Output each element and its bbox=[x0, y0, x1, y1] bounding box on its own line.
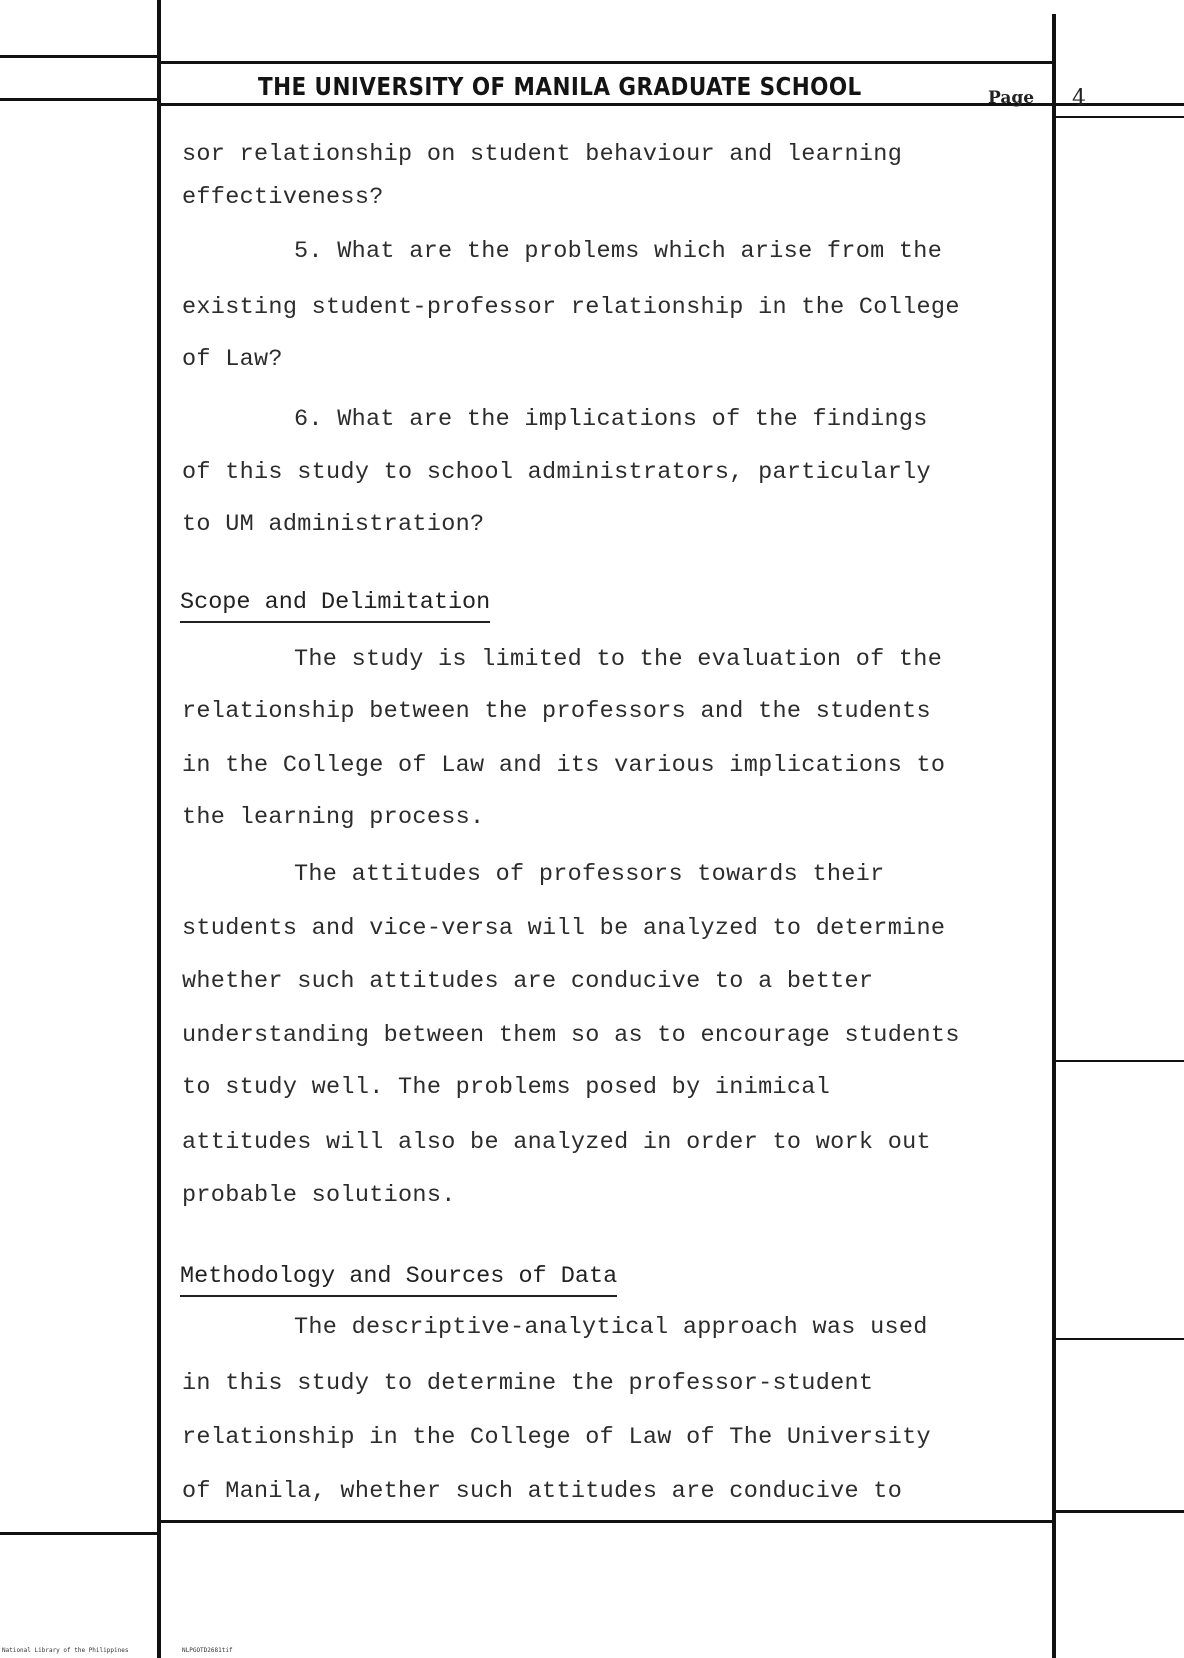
body-line: existing student-professor relationship in the College bbox=[182, 294, 960, 321]
footer-left-rule bbox=[0, 1532, 160, 1535]
body-line: whether such attitudes are conducive to a better bbox=[182, 968, 874, 995]
body-line: of Law? bbox=[182, 346, 283, 373]
institution-header: THE UNIVERSITY OF MANILA GRADUATE SCHOOL bbox=[258, 72, 862, 101]
right-margin-rule bbox=[1052, 14, 1056, 1658]
body-line: to UM administration? bbox=[182, 511, 485, 538]
body-line: probable solutions. bbox=[182, 1182, 456, 1209]
page-label: Page bbox=[988, 88, 1035, 108]
header-top-rule bbox=[157, 61, 1054, 64]
body-line: in this study to determine the professor-student bbox=[182, 1370, 874, 1397]
page-number: 4 bbox=[1072, 86, 1086, 111]
body-line: the learning process. bbox=[182, 804, 485, 831]
body-line: attitudes will also be analyzed in order to work out bbox=[182, 1129, 931, 1156]
body-line: of Manila, whether such attitudes are conducive to bbox=[182, 1478, 903, 1505]
archive-footer-note: National Library of the Philippines bbox=[2, 1647, 129, 1654]
right-low-rule bbox=[1054, 1338, 1184, 1340]
body-line: sor relationship on student behaviour and learning bbox=[182, 141, 903, 168]
footer-right-rule bbox=[1054, 1510, 1184, 1513]
body-line: students and vice-versa will be analyzed to determine bbox=[182, 915, 946, 942]
right-stub-rule bbox=[1054, 116, 1184, 118]
body-line: of this study to school administrators, particularly bbox=[182, 459, 931, 486]
footer-rule bbox=[157, 1520, 1054, 1523]
body-line: relationship in the College of Law of The University bbox=[182, 1424, 931, 1451]
body-line: relationship between the professors and the students bbox=[182, 698, 931, 725]
archive-file-id: NLPGOTD2681tif bbox=[182, 1647, 233, 1654]
body-line: 6. What are the implications of the findings bbox=[294, 406, 928, 433]
body-line: The study is limited to the evaluation of the bbox=[294, 646, 943, 673]
body-line: understanding between them so as to encourage students bbox=[182, 1022, 960, 1049]
body-line: The descriptive-analytical approach was used bbox=[294, 1314, 928, 1341]
body-line: to study well. The problems posed by inimical bbox=[182, 1074, 831, 1101]
section-heading-methodology: Methodology and Sources of Data bbox=[180, 1262, 617, 1297]
body-line: effectiveness? bbox=[182, 184, 384, 211]
body-line: 5. What are the problems which arise from the bbox=[294, 238, 943, 265]
left-stub-rule-2 bbox=[0, 98, 160, 101]
section-heading-scope: Scope and Delimitation bbox=[180, 588, 490, 623]
left-margin-rule bbox=[157, 0, 161, 1658]
top-left-stub-rule bbox=[0, 55, 160, 58]
body-line: The attitudes of professors towards their bbox=[294, 861, 885, 888]
right-mid-rule bbox=[1054, 1060, 1184, 1062]
body-line: in the College of Law and its various implications to bbox=[182, 752, 946, 779]
